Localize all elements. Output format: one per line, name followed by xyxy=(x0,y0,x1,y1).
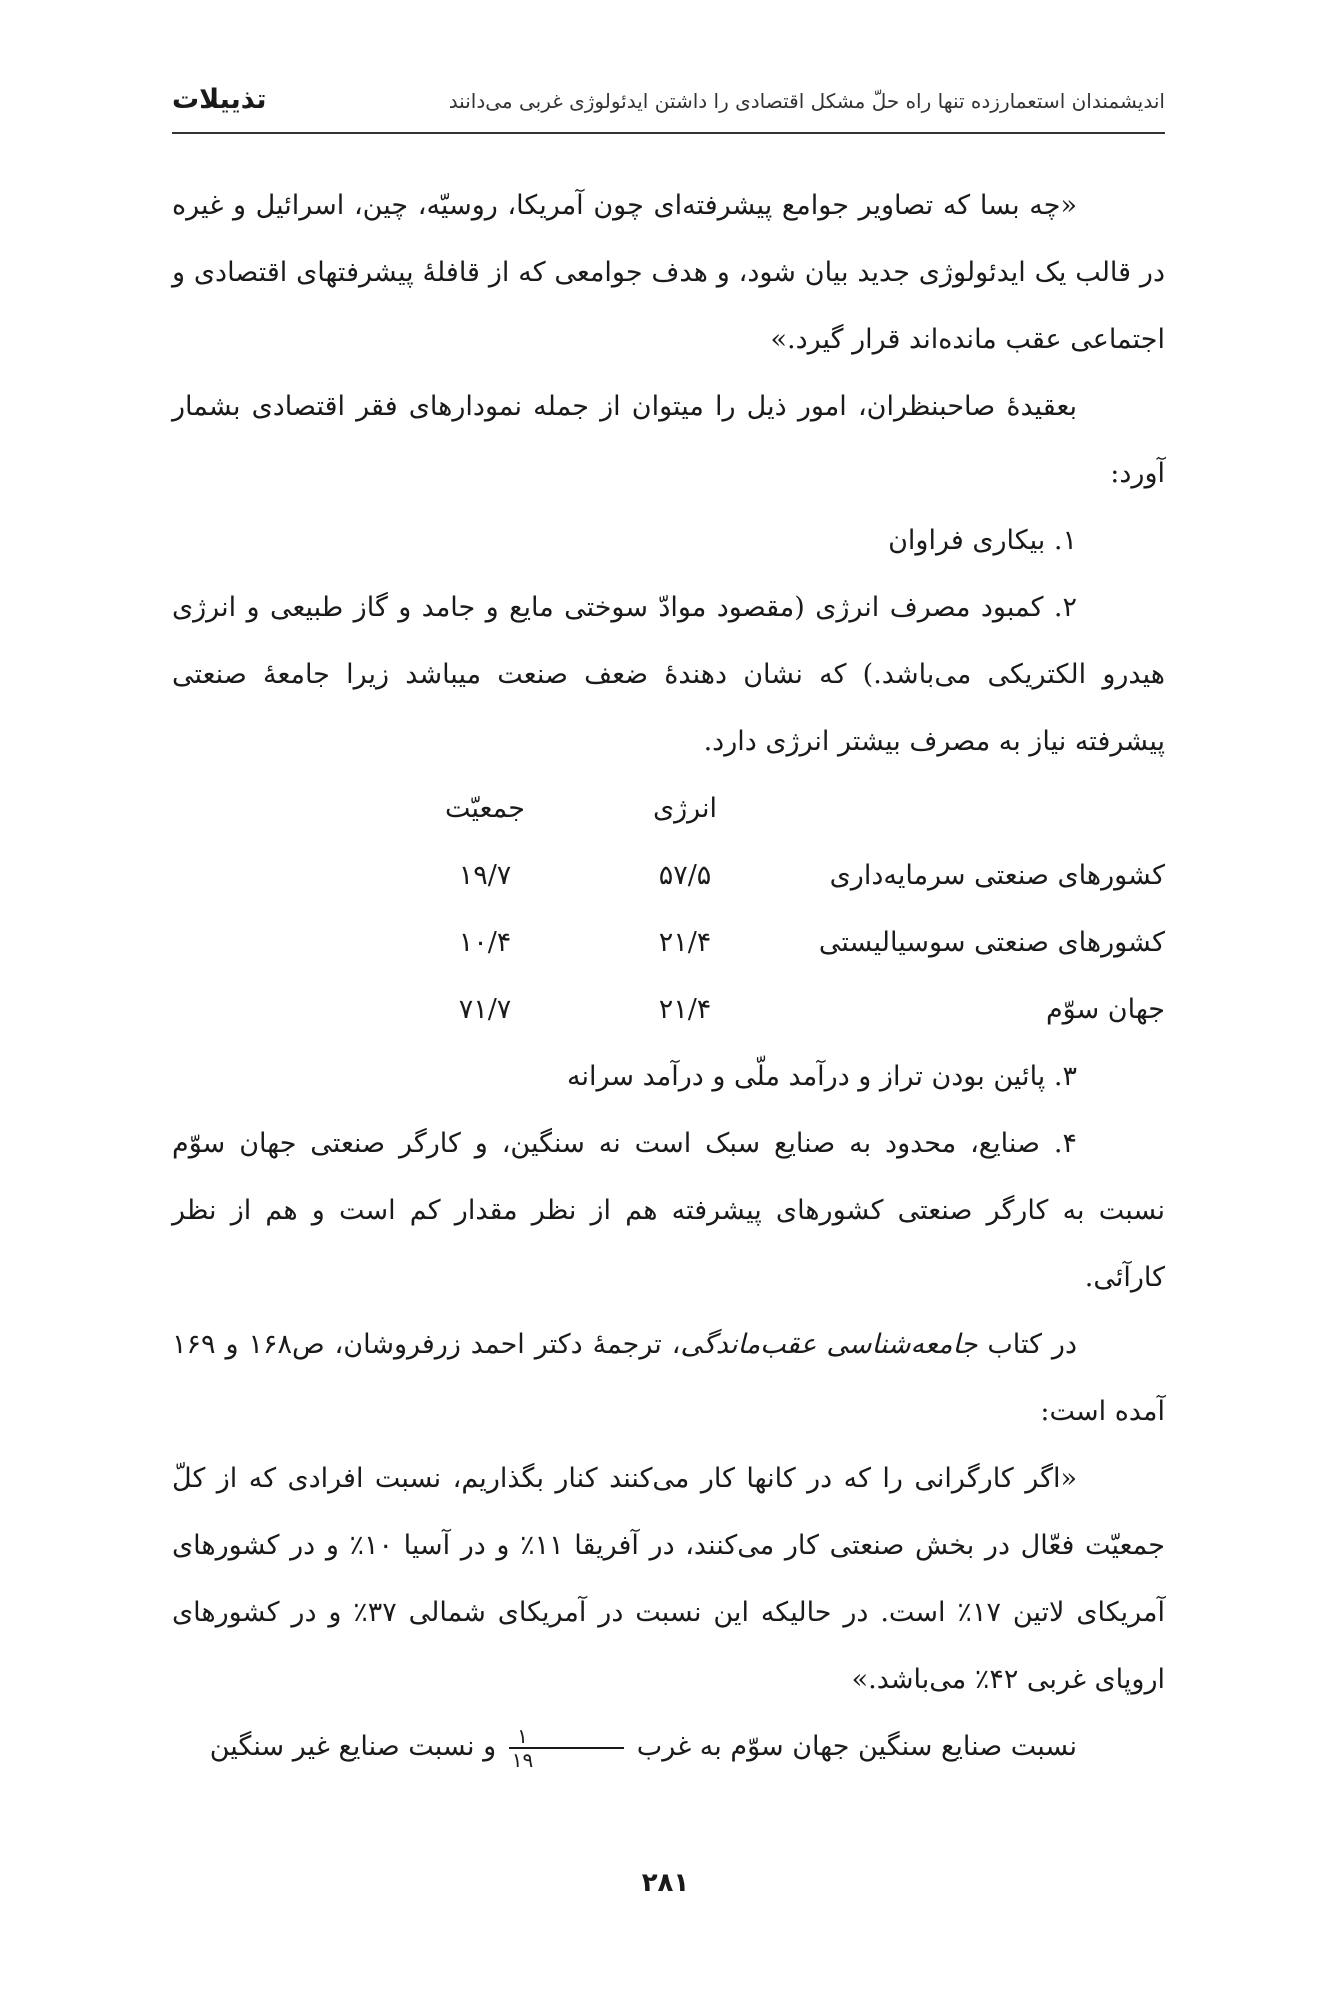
ratio-paragraph xyxy=(172,1713,1165,1780)
paragraph-indicators: بعقیدهٔ صاحبنظران، امور ذیل را میتوان از جمله نمودارهای فقر اقتصادی بشمار آورد: xyxy=(172,391,1165,489)
table-row xyxy=(172,842,1165,909)
row-population: ۱۰/۴ xyxy=(458,927,512,958)
citation-paragraph xyxy=(172,1311,1165,1445)
body-text xyxy=(172,172,1165,1780)
table-header-population: جمعیّت xyxy=(445,793,525,824)
table-header-label xyxy=(785,775,1165,842)
row-label: کشورهای صنعتی سرمایه‌داری xyxy=(829,860,1165,891)
book-title: جامعه‌شناسی عقب‌ماندگی xyxy=(680,1329,978,1360)
energy-population-table xyxy=(172,775,1165,1043)
table-row xyxy=(172,976,1165,1043)
quote-paragraph-1: «چه بسا که تصاویر جوامع پیشرفته‌ای چون آمریکا، روسیّه، چین، اسرائیل و غیره در قالب یک ایدئولوژی جدید بیان شود، و هدف جوامعی که از قافلهٔ پیشرفتهای اقتصادی و اجتماعی عقب مانده‌اند قرار گیرد.» xyxy=(172,190,1165,355)
row-population: ۷۱/۷ xyxy=(458,994,512,1025)
row-energy: ۲۱/۴ xyxy=(658,927,712,958)
row-energy: ۵۷/۵ xyxy=(658,860,712,891)
fraction-numerator: ۱ xyxy=(509,1725,624,1749)
header-rule xyxy=(172,132,1165,134)
list-item-4: ۴. صنایع، محدود به صنایع سبک است نه سنگین، و کارگر صنعتی جهان سوّم نسبت به کارگر صنعتی کشورهای پیشرفته هم از نظر مقدار کم است و هم از نظر کارآئی. xyxy=(172,1128,1165,1293)
fraction-denominator: ۱۹ xyxy=(511,1747,534,1772)
row-label: کشورهای صنعتی سوسیالیستی xyxy=(818,927,1165,958)
page-number: ۲۸۱ xyxy=(641,1868,690,1898)
row-label: جهان سوّم xyxy=(1045,994,1165,1025)
list-item-3: ۳. پائین بودن تراز و درآمد ملّی و درآمد سرانه xyxy=(567,1061,1077,1092)
row-energy: ۲۱/۴ xyxy=(658,994,712,1025)
table-header-energy: انرژی xyxy=(652,793,718,824)
list-item-1: ۱. بیکاری فراوان xyxy=(888,525,1077,556)
quote-paragraph-2: «اگر کارگرانی را که در کانها کار می‌کنند کنار بگذاریم، نسبت افرادی که از کلّ جمعیّت فعّال در بخش صنعتی کار می‌کنند، در آفریقا ۱۱٪ و در آسیا ۱۰٪ و در کشورهای آمریکای لاتین ۱۷٪ است. در حالیکه این نسبت در آمریکای شمالی ۳۷٪ و در کشورهای اروپای غربی ۴۲٪ می‌باشد.» xyxy=(172,1463,1165,1695)
fraction xyxy=(509,1725,624,1771)
table-row xyxy=(172,909,1165,976)
ratio-after: و نسبت صنایع غیر سنگین xyxy=(209,1731,505,1762)
citation-before: در کتاب xyxy=(977,1329,1077,1360)
table-header-row xyxy=(172,775,1165,842)
running-header xyxy=(172,82,1165,122)
list-item-2: ۲. کمبود مصرف انرژی (مقصود موادّ سوختی مایع و جامد و گاز طبیعی و انرژی هیدرو الکتریکی می‌باشد.) که نشان دهندهٔ ضعف صنعت میباشد زیرا جامعهٔ صنعتی پیشرفته نیاز به مصرف بیشتر انرژی دارد. xyxy=(172,592,1165,757)
ratio-before: نسبت صنایع سنگین جهان سوّم به غرب xyxy=(628,1731,1077,1762)
running-title: اندیشمندان استعمارزده تنها راه حلّ مشکل اقتصادی را داشتن ایدئولوژی غربی می‌دانند xyxy=(448,89,1165,113)
section-title: تذییلات xyxy=(172,84,267,115)
citation-after: ، ترجمهٔ دکتر احمد زرفروشان، ص۱۶۸ و ۱۶۹ آمده است: xyxy=(172,1329,1165,1427)
row-population: ۱۹/۷ xyxy=(458,860,512,891)
